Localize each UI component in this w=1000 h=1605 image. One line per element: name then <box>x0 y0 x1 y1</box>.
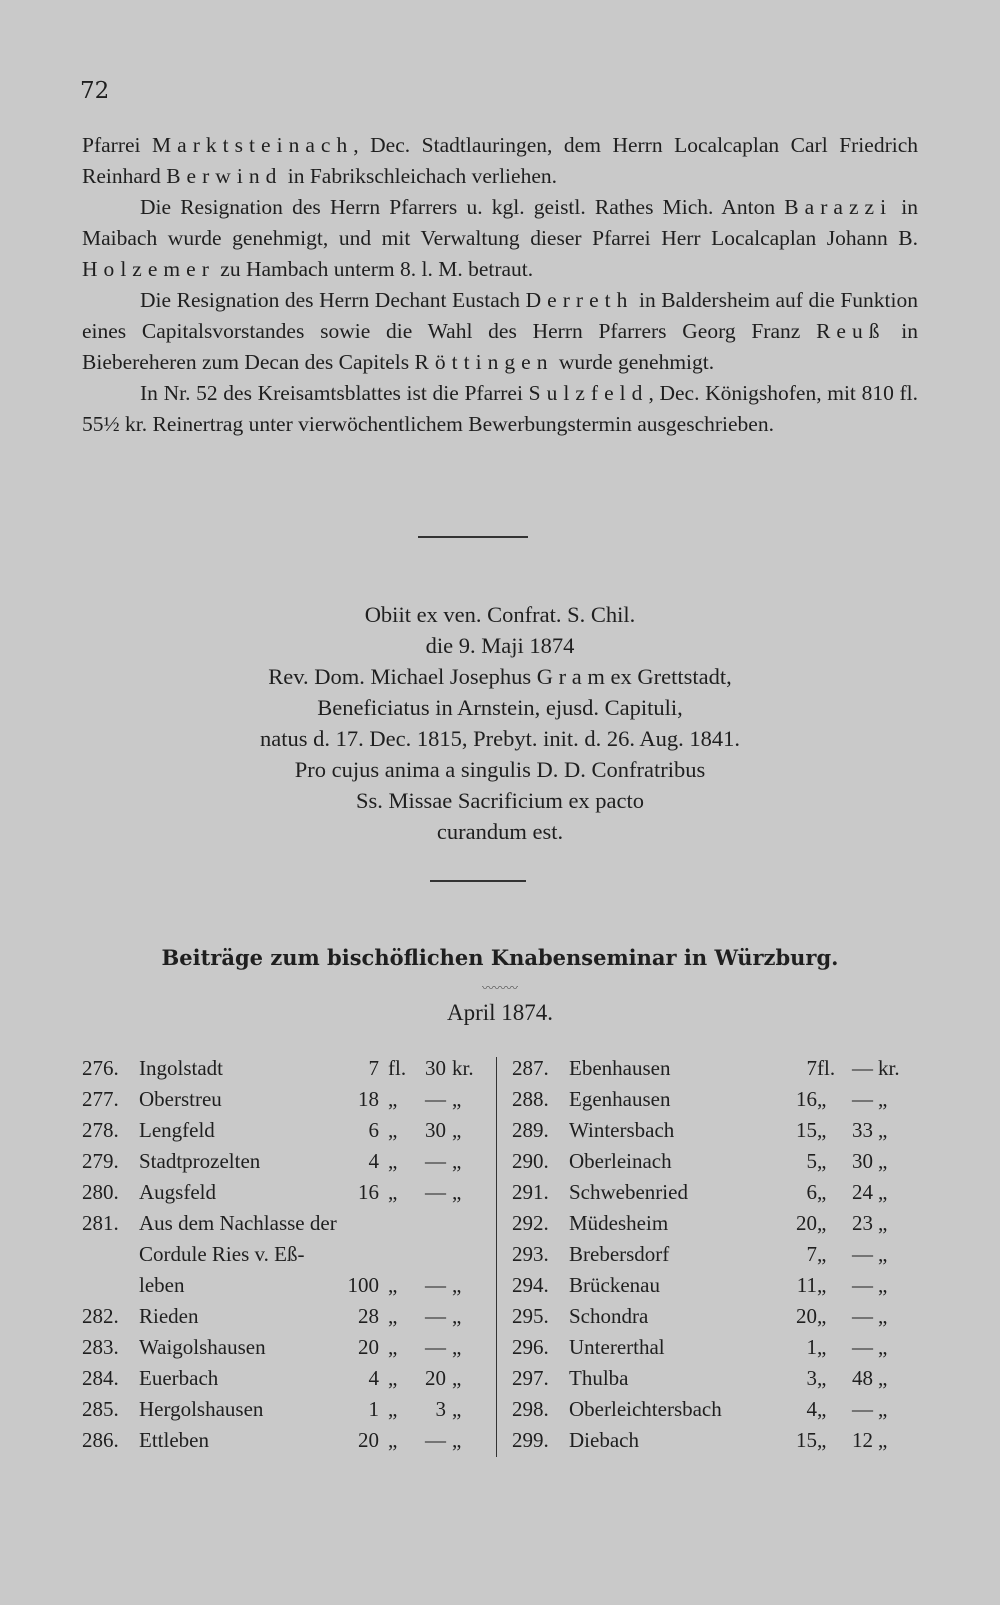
kreuzer-unit: kr. <box>452 1056 474 1080</box>
florin-unit: „ <box>388 1366 398 1390</box>
contribution-row <box>82 1053 482 1084</box>
place-name: Waigolshausen <box>139 1335 266 1359</box>
kreuzer-unit: „ <box>452 1087 462 1111</box>
entry-number: 281. <box>82 1211 119 1235</box>
contribution-row <box>82 1363 482 1394</box>
amount-kreuzer: — <box>852 1335 873 1359</box>
amount-kreuzer: 30 <box>425 1118 446 1142</box>
kreuzer-unit: „ <box>878 1118 888 1142</box>
amount-florin: 4 <box>368 1366 379 1390</box>
amount-kreuzer: 23 <box>852 1211 873 1235</box>
contribution-row <box>512 1084 922 1115</box>
kreuzer-unit: „ <box>452 1428 462 1452</box>
text-run: Die Resignation des Herrn Pfarrers u. kgl. geistl. Rathes Mich. Anton <box>140 195 785 219</box>
contributions-month: April 1874. <box>446 1000 554 1025</box>
obituary-line: die 9. Maji 1874 <box>425 633 575 658</box>
contribution-row <box>82 1270 482 1301</box>
entry-number: 291. <box>512 1180 549 1204</box>
contributions-list-right <box>512 1053 922 1456</box>
florin-unit: „ <box>388 1397 398 1421</box>
florin-unit: „ <box>817 1335 827 1359</box>
kreuzer-unit: „ <box>452 1335 462 1359</box>
contribution-row <box>512 1115 922 1146</box>
florin-unit: „ <box>817 1366 827 1390</box>
florin-unit: „ <box>817 1242 827 1266</box>
amount-kreuzer: 30 <box>852 1149 873 1173</box>
entry-number: 298. <box>512 1397 549 1421</box>
amount-kreuzer: — <box>852 1056 873 1080</box>
amount-florin: 4 <box>806 1397 817 1421</box>
florin-unit: „ <box>817 1087 827 1111</box>
place-name: Oberleichtersbach <box>569 1397 722 1421</box>
amount-florin: 100 <box>347 1273 379 1297</box>
place-name: Schondra <box>569 1304 649 1328</box>
text-run: , Dec. Stadtlauringen, dem Herrn Localcaplan Carl Friedrich Reinhard <box>82 133 918 188</box>
kreuzer-unit: „ <box>452 1397 462 1421</box>
entry-number: 289. <box>512 1118 549 1142</box>
contribution-row <box>512 1425 922 1456</box>
contribution-row <box>82 1208 482 1239</box>
text-run: zu Hambach unterm 8. l. M. betraut. <box>214 257 534 281</box>
contribution-row <box>82 1239 482 1270</box>
entry-number: 283. <box>82 1335 119 1359</box>
place-name: Brebersdorf <box>569 1242 670 1266</box>
page-number: 72 <box>80 78 110 104</box>
kreuzer-unit: „ <box>452 1149 462 1173</box>
florin-unit: „ <box>817 1149 827 1173</box>
announcements <box>82 130 918 440</box>
florin-unit: „ <box>817 1304 827 1328</box>
amount-florin: 1 <box>806 1335 817 1359</box>
florin-unit: „ <box>817 1180 827 1204</box>
florin-unit: „ <box>817 1428 827 1452</box>
entry-number: 293. <box>512 1242 549 1266</box>
text-run: Pfarrei <box>82 133 153 157</box>
obituary-line: Ss. Missae Sacrificium ex pacto <box>355 788 645 813</box>
amount-florin: 6 <box>806 1180 817 1204</box>
kreuzer-unit: „ <box>878 1366 888 1390</box>
kreuzer-unit: „ <box>878 1180 888 1204</box>
contribution-row <box>512 1394 922 1425</box>
paragraph <box>82 378 918 440</box>
place-name: Stadtprozelten <box>139 1149 261 1173</box>
contributions-heading: Beiträge zum bischöflichen Knabenseminar in Würzburg. <box>161 945 839 970</box>
spaced-name: Marktsteinach <box>152 133 354 157</box>
entry-number: 294. <box>512 1273 549 1297</box>
amount-kreuzer: 12 <box>852 1428 873 1452</box>
entry-number: 297. <box>512 1366 549 1390</box>
obituary-line: Beneficiatus in Arnstein, ejusd. Capituli, <box>317 695 683 720</box>
place-name: Lengfeld <box>139 1118 215 1142</box>
contribution-row <box>82 1332 482 1363</box>
place-name: Ebenhausen <box>569 1056 671 1080</box>
entry-number: 282. <box>82 1304 119 1328</box>
ornament-rule: 〰〰〰 <box>481 981 518 995</box>
contribution-row <box>512 1301 922 1332</box>
amount-kreuzer: 48 <box>852 1366 873 1390</box>
contribution-row <box>512 1208 922 1239</box>
spaced-name: Reuß <box>816 319 886 343</box>
spaced-name: Holzemer <box>82 257 215 281</box>
place-name: Müdesheim <box>569 1211 669 1235</box>
place-name: Euerbach <box>139 1366 219 1390</box>
contribution-row <box>512 1239 922 1270</box>
florin-unit: „ <box>388 1118 398 1142</box>
florin-unit: „ <box>817 1118 827 1142</box>
contribution-row <box>82 1146 482 1177</box>
amount-florin: 28 <box>358 1304 379 1328</box>
place-name: leben <box>139 1273 185 1297</box>
text-run: , Dec. Königshofen, mit 810 fl. 55½ kr. Reinertrag unter vierwöchentlichem Bewerbungstermin ausgeschrieben. <box>82 381 918 436</box>
amount-kreuzer: — <box>852 1273 873 1297</box>
florin-unit: „ <box>388 1273 398 1297</box>
florin-unit: „ <box>388 1428 398 1452</box>
contribution-row <box>82 1177 482 1208</box>
amount-kreuzer: 33 <box>852 1118 873 1142</box>
amount-florin: 7 <box>806 1056 817 1080</box>
entry-number: 284. <box>82 1366 119 1390</box>
entry-number: 295. <box>512 1304 549 1328</box>
kreuzer-unit: „ <box>452 1180 462 1204</box>
spaced-name: Röttingen <box>414 350 554 374</box>
amount-kreuzer: 24 <box>852 1180 873 1204</box>
obituary-line: Pro cujus anima a singulis D. D. Confratribus <box>294 757 706 782</box>
paragraph <box>82 192 918 285</box>
spaced-name: Berwind <box>166 164 283 188</box>
kreuzer-unit: „ <box>452 1304 462 1328</box>
amount-florin: 15 <box>796 1428 817 1452</box>
kreuzer-unit: „ <box>452 1366 462 1390</box>
amount-florin: 11 <box>796 1273 817 1297</box>
amount-kreuzer: — <box>852 1397 873 1421</box>
entry-number: 285. <box>82 1397 119 1421</box>
place-name: Oberstreu <box>139 1087 222 1111</box>
amount-kreuzer: 3 <box>435 1397 446 1421</box>
amount-florin: 20 <box>358 1428 379 1452</box>
kreuzer-unit: kr. <box>878 1056 900 1080</box>
text-run: in Biebereheren zum Decan des Capitels <box>82 319 918 374</box>
section-divider <box>430 880 526 882</box>
florin-unit: „ <box>817 1397 827 1421</box>
spaced-name: Derreth <box>525 288 634 312</box>
contribution-row <box>82 1394 482 1425</box>
amount-florin: 20 <box>796 1304 817 1328</box>
amount-kreuzer: — <box>852 1304 873 1328</box>
place-name: Schwebenried <box>569 1180 688 1204</box>
place-name: Untererthal <box>569 1335 665 1359</box>
amount-kreuzer: — <box>852 1242 873 1266</box>
amount-kreuzer: — <box>425 1087 446 1111</box>
contribution-row <box>512 1332 922 1363</box>
place-name: Egenhausen <box>569 1087 671 1111</box>
contribution-row <box>82 1425 482 1456</box>
paragraph <box>82 285 918 378</box>
text-run: in Fabrikschleichach verliehen. <box>282 164 557 188</box>
entry-number: 288. <box>512 1087 549 1111</box>
obituary-line: Obiit ex ven. Confrat. S. Chil. <box>364 602 636 627</box>
place-name: Cordule Ries v. Eß- <box>139 1242 305 1266</box>
florin-unit: „ <box>388 1087 398 1111</box>
kreuzer-unit: „ <box>878 1335 888 1359</box>
entry-number: 279. <box>82 1149 119 1173</box>
paragraph <box>82 130 918 192</box>
kreuzer-unit: „ <box>878 1428 888 1452</box>
entry-number: 299. <box>512 1428 549 1452</box>
amount-kreuzer: — <box>425 1335 446 1359</box>
amount-florin: 1 <box>368 1397 379 1421</box>
florin-unit: „ <box>388 1149 398 1173</box>
amount-florin: 20 <box>358 1335 379 1359</box>
kreuzer-unit: „ <box>452 1118 462 1142</box>
contribution-row <box>82 1301 482 1332</box>
amount-kreuzer: 30 <box>425 1056 446 1080</box>
amount-florin: 18 <box>358 1087 379 1111</box>
kreuzer-unit: „ <box>452 1273 462 1297</box>
kreuzer-unit: „ <box>878 1211 888 1235</box>
kreuzer-unit: „ <box>878 1397 888 1421</box>
amount-kreuzer: — <box>425 1304 446 1328</box>
contribution-row <box>512 1177 922 1208</box>
florin-unit: „ <box>817 1273 827 1297</box>
kreuzer-unit: „ <box>878 1273 888 1297</box>
amount-florin: 20 <box>796 1211 817 1235</box>
text-run: in Maibach wurde genehmigt, und mit Verwaltung dieser Pfarrei Herr Localcaplan Johann B. <box>82 195 918 250</box>
place-name: Oberleinach <box>569 1149 672 1173</box>
place-name: Thulba <box>569 1366 629 1390</box>
entry-number: 280. <box>82 1180 119 1204</box>
place-name: Aus dem Nachlasse der <box>139 1211 337 1235</box>
amount-florin: 15 <box>796 1118 817 1142</box>
contribution-row <box>512 1363 922 1394</box>
section-divider <box>418 536 528 538</box>
entry-number: 296. <box>512 1335 549 1359</box>
place-name: Rieden <box>139 1304 199 1328</box>
entry-number: 278. <box>82 1118 119 1142</box>
kreuzer-unit: „ <box>878 1242 888 1266</box>
spaced-name: Sulzfeld <box>528 381 649 405</box>
text-run: in Baldersheim auf die Funktion eines Capitalsvorstandes sowie die Wahl des Herrn Pfarrers Georg Franz <box>82 288 918 343</box>
entry-number: 290. <box>512 1149 549 1173</box>
entry-number: 292. <box>512 1211 549 1235</box>
place-name: Ettleben <box>139 1428 209 1452</box>
obituary-line: Rev. Dom. Michael Josephus G r a m ex Grettstadt, <box>268 664 732 689</box>
kreuzer-unit: „ <box>878 1304 888 1328</box>
amount-kreuzer: — <box>425 1428 446 1452</box>
contribution-row <box>512 1146 922 1177</box>
text-run: wurde genehmigt. <box>553 350 715 374</box>
entry-number: 277. <box>82 1087 119 1111</box>
entry-number: 276. <box>82 1056 119 1080</box>
kreuzer-unit: „ <box>878 1149 888 1173</box>
contribution-row <box>512 1270 922 1301</box>
amount-florin: 16 <box>796 1087 817 1111</box>
place-name: Augsfeld <box>139 1180 216 1204</box>
amount-florin: 3 <box>806 1366 817 1390</box>
amount-kreuzer: 20 <box>425 1366 446 1390</box>
amount-kreuzer: — <box>852 1087 873 1111</box>
amount-florin: 7 <box>806 1242 817 1266</box>
contribution-row <box>512 1053 922 1084</box>
amount-florin: 5 <box>806 1149 817 1173</box>
florin-unit: „ <box>817 1211 827 1235</box>
florin-unit: „ <box>388 1304 398 1328</box>
contribution-row <box>82 1084 482 1115</box>
obituary-line: natus d. 17. Dec. 1815, Prebyt. init. d. 26. Aug. 1841. <box>260 726 740 751</box>
place-name: Wintersbach <box>569 1118 675 1142</box>
amount-florin: 6 <box>368 1118 379 1142</box>
contributions-list-left <box>82 1053 482 1456</box>
obituary-notice <box>150 599 850 847</box>
entry-number: 286. <box>82 1428 119 1452</box>
obituary-line: curandum est. <box>436 819 564 844</box>
florin-unit: „ <box>388 1180 398 1204</box>
spaced-name: Barazzi <box>784 195 893 219</box>
kreuzer-unit: „ <box>878 1087 888 1111</box>
amount-kreuzer: — <box>425 1273 446 1297</box>
place-name: Ingolstadt <box>139 1056 223 1080</box>
florin-unit: „ <box>388 1335 398 1359</box>
text-run: In Nr. 52 des Kreisamtsblattes ist die Pfarrei <box>140 381 529 405</box>
place-name: Diebach <box>569 1428 639 1452</box>
amount-florin: 4 <box>368 1149 379 1173</box>
amount-florin: 7 <box>368 1056 379 1080</box>
place-name: Hergolshausen <box>139 1397 264 1421</box>
amount-kreuzer: — <box>425 1149 446 1173</box>
column-divider <box>496 1057 497 1457</box>
entry-number: 287. <box>512 1056 549 1080</box>
florin-unit: fl. <box>388 1056 407 1080</box>
amount-kreuzer: — <box>425 1180 446 1204</box>
contribution-row <box>82 1115 482 1146</box>
florin-unit: fl. <box>817 1056 836 1080</box>
amount-florin: 16 <box>358 1180 379 1204</box>
place-name: Brückenau <box>569 1273 660 1297</box>
text-run: Die Resignation des Herrn Dechant Eustach <box>140 288 526 312</box>
